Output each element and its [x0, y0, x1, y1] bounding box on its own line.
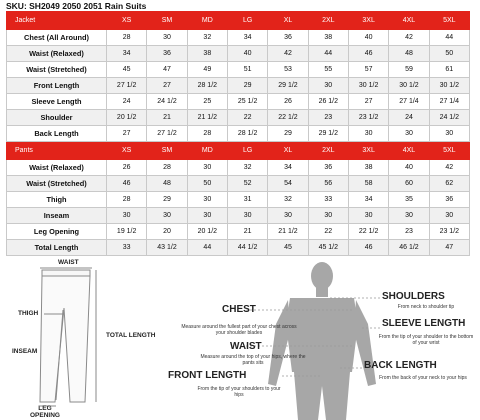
size-header-cell: 4XL — [389, 142, 429, 160]
size-header-cell: LG — [227, 12, 267, 30]
table-cell: 44 — [308, 46, 348, 62]
table-cell: 51 — [227, 62, 267, 78]
table-cell: 24 1/2 — [147, 94, 187, 110]
chest-title: CHEST — [222, 304, 256, 315]
table-cell: 48 — [147, 176, 187, 192]
pants-waist-label: WAIST — [58, 259, 79, 266]
table-cell: 30 — [429, 208, 469, 224]
table-cell: 22 1/2 — [348, 224, 388, 240]
size-header-cell: XL — [268, 12, 308, 30]
table-cell: 24 — [389, 110, 429, 126]
figure-head — [311, 262, 333, 290]
table-cell: 30 — [187, 208, 227, 224]
size-header-cell: MD — [187, 142, 227, 160]
pants-leg-opening-label: LEG OPENING — [30, 405, 60, 419]
size-header-cell: 3XL — [348, 12, 388, 30]
figure-right-arm — [354, 300, 376, 386]
row-label: Back Length — [7, 126, 107, 142]
table-cell: 22 1/2 — [268, 110, 308, 126]
sleeve-length-title: SLEEVE LENGTH — [382, 318, 466, 329]
table-cell: 22 — [308, 224, 348, 240]
table-cell: 28 1/2 — [187, 78, 227, 94]
figure-left-arm — [268, 300, 290, 386]
table-cell: 30 — [147, 30, 187, 46]
jacket-header-label: Jacket — [7, 12, 107, 30]
back-length-title: BACK LENGTH — [364, 360, 437, 371]
size-header-cell: 3XL — [348, 142, 388, 160]
table-cell: 49 — [187, 62, 227, 78]
table-cell: 28 — [187, 126, 227, 142]
table-row — [7, 94, 470, 110]
table-row — [7, 62, 470, 78]
table-cell: 30 — [187, 160, 227, 176]
measurement-diagram — [0, 254, 480, 420]
table-cell: 47 — [429, 240, 469, 256]
table-cell: 19 1/2 — [107, 224, 147, 240]
table-cell: 34 — [107, 46, 147, 62]
table-cell: 30 — [348, 208, 388, 224]
figure-neck — [316, 287, 328, 297]
table-cell: 40 — [348, 30, 388, 46]
size-header-cell: 4XL — [389, 12, 429, 30]
table-cell: 28 — [147, 160, 187, 176]
sku-title: SKU: SH2049 2050 2051 Rain Suits — [6, 1, 147, 11]
table-cell: 27 — [147, 78, 187, 94]
table-cell: 27 — [107, 126, 147, 142]
table-cell: 42 — [429, 160, 469, 176]
table-cell: 30 — [268, 208, 308, 224]
row-label: Front Length — [7, 78, 107, 94]
table-cell: 30 — [348, 126, 388, 142]
table-cell: 45 — [268, 240, 308, 256]
table-row — [7, 110, 470, 126]
table-row — [7, 192, 470, 208]
shoulders-title: SHOULDERS — [382, 291, 445, 302]
size-header-cell: LG — [227, 142, 267, 160]
table-cell: 30 — [429, 126, 469, 142]
table-cell: 32 — [268, 192, 308, 208]
sleeve-length-description: From the tip of your shoulder to the bottom of your wrist — [378, 334, 474, 346]
table-cell: 27 1/4 — [389, 94, 429, 110]
table-cell: 34 — [348, 192, 388, 208]
table-cell: 29 1/2 — [308, 126, 348, 142]
table-cell: 40 — [389, 160, 429, 176]
size-header-cell: SM — [147, 142, 187, 160]
table-cell: 46 — [107, 176, 147, 192]
table-cell: 33 — [308, 192, 348, 208]
jacket-header-row — [7, 12, 470, 30]
table-cell: 23 1/2 — [348, 110, 388, 126]
table-cell: 20 — [147, 224, 187, 240]
table-cell: 28 — [107, 192, 147, 208]
table-cell: 55 — [308, 62, 348, 78]
table-cell: 27 1/4 — [429, 94, 469, 110]
size-header-cell: XS — [107, 142, 147, 160]
table-cell: 60 — [389, 176, 429, 192]
table-cell: 24 1/2 — [429, 110, 469, 126]
table-cell: 28 1/2 — [227, 126, 267, 142]
table-row — [7, 176, 470, 192]
table-cell: 30 1/2 — [429, 78, 469, 94]
table-cell: 36 — [308, 160, 348, 176]
table-cell: 38 — [348, 160, 388, 176]
table-cell: 27 1/2 — [107, 78, 147, 94]
table-cell: 50 — [429, 46, 469, 62]
table-cell: 44 — [187, 240, 227, 256]
pants-thigh-label: THIGH — [18, 310, 39, 317]
table-cell: 43 1/2 — [147, 240, 187, 256]
table-cell: 42 — [268, 46, 308, 62]
table-cell: 26 — [268, 94, 308, 110]
row-label: Sleeve Length — [7, 94, 107, 110]
row-label: Chest (All Around) — [7, 30, 107, 46]
row-label: Waist (Relaxed) — [7, 160, 107, 176]
table-cell: 26 1/2 — [308, 94, 348, 110]
table-cell: 46 — [348, 240, 388, 256]
pants-total-length-label: TOTAL LENGTH — [106, 332, 156, 339]
row-label: Inseam — [7, 208, 107, 224]
table-row — [7, 126, 470, 142]
row-label: Thigh — [7, 192, 107, 208]
table-cell: 42 — [389, 30, 429, 46]
table-row — [7, 208, 470, 224]
front-length-description: From the tip of your shoulders to your hips — [197, 386, 281, 398]
table-cell: 48 — [389, 46, 429, 62]
table-cell: 61 — [429, 62, 469, 78]
pants-header-row — [7, 142, 470, 160]
table-cell: 23 — [308, 110, 348, 126]
table-cell: 30 — [147, 208, 187, 224]
table-cell: 34 — [227, 30, 267, 46]
table-cell: 24 — [107, 94, 147, 110]
table-cell: 20 1/2 — [187, 224, 227, 240]
table-cell: 30 1/2 — [348, 78, 388, 94]
size-header-cell: XL — [268, 142, 308, 160]
table-cell: 56 — [308, 176, 348, 192]
size-header-cell: XS — [107, 12, 147, 30]
table-cell: 30 — [187, 192, 227, 208]
figure-legs — [294, 372, 350, 420]
table-cell: 62 — [429, 176, 469, 192]
table-cell: 34 — [268, 160, 308, 176]
size-header-cell: SM — [147, 12, 187, 30]
table-cell: 21 1/2 — [268, 224, 308, 240]
pants-inseam-label: INSEAM — [12, 348, 38, 355]
table-cell: 45 1/2 — [308, 240, 348, 256]
table-cell: 21 — [147, 110, 187, 126]
table-cell: 30 — [389, 208, 429, 224]
row-label: Leg Opening — [7, 224, 107, 240]
table-cell: 33 — [107, 240, 147, 256]
table-cell: 27 — [348, 94, 388, 110]
table-cell: 25 1/2 — [227, 94, 267, 110]
table-cell: 30 — [227, 208, 267, 224]
row-label: Waist (Relaxed) — [7, 46, 107, 62]
table-cell: 36 — [429, 192, 469, 208]
table-cell: 38 — [308, 30, 348, 46]
table-cell: 45 — [107, 62, 147, 78]
table-row — [7, 30, 470, 46]
table-cell: 35 — [389, 192, 429, 208]
table-cell: 25 — [187, 94, 227, 110]
size-header-cell: 2XL — [308, 12, 348, 30]
table-cell: 36 — [268, 30, 308, 46]
table-cell: 47 — [147, 62, 187, 78]
table-cell: 54 — [268, 176, 308, 192]
table-cell: 30 — [308, 208, 348, 224]
table-cell: 57 — [348, 62, 388, 78]
table-cell: 22 — [227, 110, 267, 126]
size-header-cell: 5XL — [429, 142, 469, 160]
table-cell: 53 — [268, 62, 308, 78]
row-label: Waist (Stretched) — [7, 62, 107, 78]
table-cell: 20 1/2 — [107, 110, 147, 126]
row-label: Waist (Stretched) — [7, 176, 107, 192]
waist-description: Measure around the top of your hips, where the pants sits — [200, 354, 306, 366]
table-row — [7, 224, 470, 240]
size-chart-table — [6, 11, 470, 256]
table-cell: 30 — [389, 126, 429, 142]
table-cell: 27 1/2 — [147, 126, 187, 142]
shoulders-description: From neck to shoulder tip — [397, 304, 455, 310]
table-cell: 40 — [227, 46, 267, 62]
table-cell: 29 — [268, 126, 308, 142]
table-cell: 32 — [187, 30, 227, 46]
back-length-description: From the back of your neck to your hips — [379, 375, 467, 381]
table-cell: 52 — [227, 176, 267, 192]
table-cell: 23 1/2 — [429, 224, 469, 240]
table-cell: 32 — [227, 160, 267, 176]
table-cell: 23 — [389, 224, 429, 240]
chest-description: Measure around the fullest part of your chest across your shoulder blades — [181, 324, 297, 336]
table-cell: 59 — [389, 62, 429, 78]
table-cell: 21 — [227, 224, 267, 240]
table-cell: 30 — [308, 78, 348, 94]
row-label: Total Length — [7, 240, 107, 256]
size-header-cell: MD — [187, 12, 227, 30]
table-cell: 26 — [107, 160, 147, 176]
table-cell: 29 1/2 — [268, 78, 308, 94]
front-length-title: FRONT LENGTH — [168, 370, 247, 381]
table-cell: 38 — [187, 46, 227, 62]
pants-header-label: Pants — [7, 142, 107, 160]
row-label: Shoulder — [7, 110, 107, 126]
table-cell: 46 — [348, 46, 388, 62]
table-cell: 44 — [429, 30, 469, 46]
table-row — [7, 46, 470, 62]
table-row — [7, 160, 470, 176]
waist-title: WAIST — [230, 341, 262, 352]
table-cell: 44 1/2 — [227, 240, 267, 256]
table-cell: 30 1/2 — [389, 78, 429, 94]
table-row — [7, 78, 470, 94]
table-cell: 30 — [107, 208, 147, 224]
size-header-cell: 2XL — [308, 142, 348, 160]
table-cell: 29 — [147, 192, 187, 208]
table-cell: 58 — [348, 176, 388, 192]
table-cell: 50 — [187, 176, 227, 192]
size-header-cell: 5XL — [429, 12, 469, 30]
table-cell: 36 — [147, 46, 187, 62]
table-cell: 29 — [227, 78, 267, 94]
table-cell: 31 — [227, 192, 267, 208]
table-cell: 28 — [107, 30, 147, 46]
table-cell: 46 1/2 — [389, 240, 429, 256]
table-cell: 21 1/2 — [187, 110, 227, 126]
